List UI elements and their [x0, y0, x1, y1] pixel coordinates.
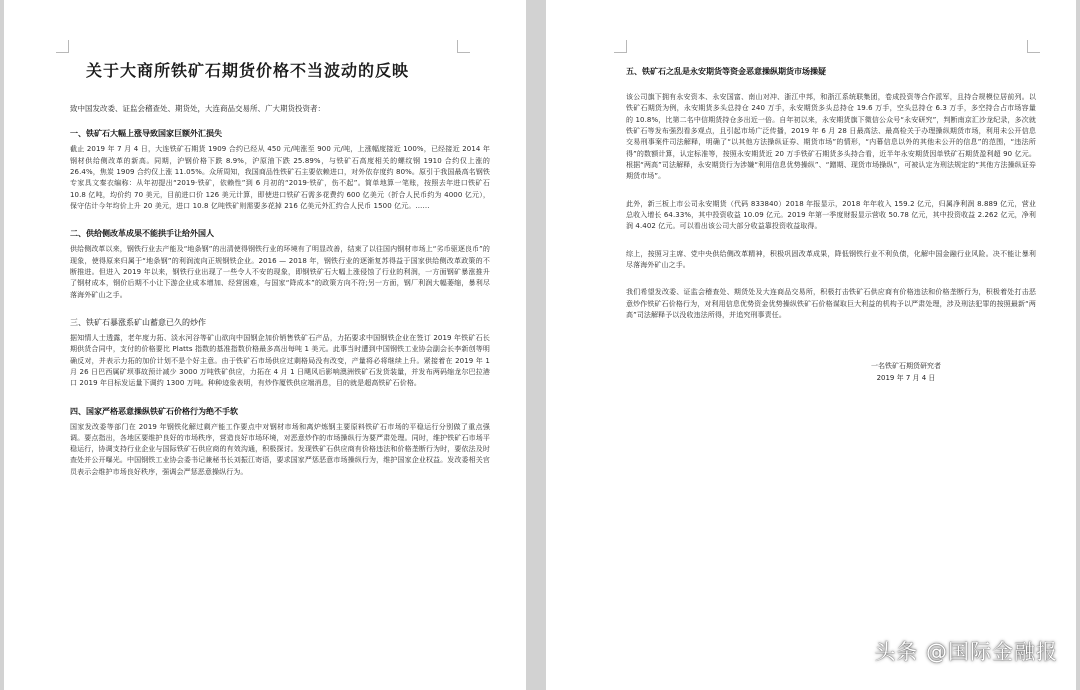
section-body-4: 国家发改委等部门在 2019 年钢铁化解过剩产能工作要点中对钢材市场和离炉炼钢主要原料铁矿石市场的平稳运行分别做了重点强调。要点指出，各地区要维护良好的市场秩序，营造良好市场环境，对恶意炒作的市场操纵行为要严肃处理。同时，维护铁矿石市场平稳运行，协调支持行业企业与国际铁矿石供应商的有效沟通，积极探讨。发现铁矿石供应商有价格违法和价格垄断行为时，要依法及时查处并公开曝光。中国钢铁工业协会委书记兼秘书长刘振江寄语，要求国家严惩恶意市场操纵行为，维护国家企业权益。发改委相关官员表示会维护市场良好秩序，强调会严惩恶意操纵行为。	[70, 422, 490, 476]
section-heading-3: 三、铁矿石暴涨系矿山蓄意已久的炒作	[70, 317, 206, 327]
paragraph-request: 我们希望发改委、证监会稽查处、期货处及大连商品交易所，积极打击铁矿石供应商有价格违法和价格垄断行为，积极着处打击恶意炒作铁矿石价格行为，对利用信息优势资金优势操纵铁矿石价格谋取巨大利益的机构予以严肃处理，涉及刑法犯罪的按照最新“两高”司法解释予以没收违法所得，并追究刑事责任。	[626, 288, 1036, 319]
watermark-text: 头条 @国际金融报	[874, 640, 1058, 664]
page-corner-mark	[56, 40, 69, 53]
salutation: 致中国发改委、证监会稽查处、期货处，大连商品交易所、广大期货投资者：	[70, 104, 325, 113]
section-heading-2: 二、供给侧改革成果不能拱手让给外国人	[70, 229, 214, 239]
section-body-3: 据知情人士透露，老年度力拓、淡水河谷等矿山欲向中国钢企加价销售铁矿石产品，力拓要求中国钢铁企业在签订 2019 年铁矿石长期供货合同中，支付的价格要比 Platts 指数的基准指数价格最多高出每吨 1 美元。此事当时遭到中国钢铁工业协会副会长李新创等明确反对，并表示力拓的加价计划不是个好主意。由于铁矿石市场供应过剩格局没有改变，产量将必将继续上升。紧接着在 2019 年 1 月 26 日巴西属矿坝事故预计减少 3000 万吨铁矿供应，力拓在 4 月 1 日飓风后影响澳洲铁矿石发货装量，并发布两码缩龙尔巴拉港口 2019 年目标发运量下调约 1300 万吨。种种迹象表明，有炒作厦铁供应端消息，目的就是超高铁矿石价格。	[70, 333, 490, 388]
page-corner-mark	[457, 40, 470, 53]
page-corner-mark	[1027, 40, 1040, 53]
paragraph-financials: 此外，新三板上市公司永安期货（代码 833840）2018 年报显示，2018 年年收入 159.2 亿元，归属净利润 8.889 亿元，营业总收入增长 64.33%，其中投资收益 10.09 亿元。2019 年第一季度财报显示营收 50.78 亿元，其中投资收益 2.262 亿元，净利润 4.402 亿元。可以看出该公司大部分收益靠投资收益取得。	[626, 199, 1036, 231]
signature-block	[776, 361, 1036, 385]
document-page-right	[546, 0, 1076, 690]
document-title: 关于大商所铁矿石期货价格不当波动的反映	[86, 61, 410, 80]
document-page-left	[4, 0, 526, 690]
section-body-5: 该公司旗下拥有永安资本、永安国富、南山对冲、浙江中邦，和浙江系统联集团，卷成投资等合作派军，且持合规模位居前列。以铁矿石期货为例，永安期货多头总持仓 240 万手，永安期货多头总持仓 19.6 万手，空头总持仓 6.3 万手，多空持合占市场容量的 10.8%，比第二名中信期货持仓多出近一倍。自年初以来，永安期货旗下微信公众号“永安研究”，判断南京汇沙龙纪录，多次就铁矿石等发布强烈看多观点，且引起市场广泛传播，2019 年 6 月 28 日最高法、最高检关于办理操纵期货市场，利用未公开信息交易刑事案件司法解释，明确了“以其他方法操纵证券、期货市场”的情形，“内幕信息以外的其他未公开的信息”的范围，“违法所得”的数额计算，认定标准等，按照永安期货近 20 万手铁矿石期货多头持合看，近半年永安期货因单铁矿石期货盈利超 90 亿元。根据“两高”司法解释，永安期货行为涉嫌“利用信息优势操纵”、“蹭期、现货市场操纵”，可被认定为刑法规定的“其他方法操纵证券期货市场”。	[626, 93, 1036, 181]
section-heading-4: 四、国家严格恶意操纵铁矿石价格行为绝不手软	[70, 406, 238, 416]
paragraph-summary: 综上，按照习主席、党中央供给侧改革精神，积极巩固改革成果，降低钢铁行业不利负债，化解中国金融行业风险。决不能让暴利尽落海外矿山之手。	[626, 249, 1036, 269]
section-body-2: 供给侧改革以来，钢铁行业去产能及“地条钢”的出清使得钢铁行业的环境有了明显改善，结束了以往国内钢材市场上“劣币驱逐良币”的现象，使得原来归属于“地条钢”的利润流向正规钢铁企业。2016 — 2018 年，钢铁行业的逐渐复苏得益于国家供给侧改革政策的不断推进。但进入 2019 年以来，钢铁行业出现了一些令人不安的现象，即钢铁矿石大幅上涨侵蚀了行业的利润，一方面钢矿暴涨推升了钢材成本，钢价后期不小让下游企业成本增加、经营困难，与国家“降成本”的政策方向不符;另一方面，钢厂利润大幅萎缩，暴利尽落海外矿山之手。	[70, 245, 490, 299]
section-body-1: 截止 2019 年 7 月 4 日，大连铁矿石期货 1909 合约已经从 450 元/吨涨至 900 元/吨，上涨幅度接近 100%，已经接近 2014 年钢材供给侧改革的新高。同期，沪钢价格下跌 8.9%，沪原油下跌 25.89%，与铁矿石高度相关的螺纹钢 1910 合约仅上涨的 26.4%，焦炭 1909 合约仅上涨 11.05%。众所周知，我国商品性铁矿石主要依赖进口，对外依存度约 80%。原引于我国最高名钢铁专家具文秦衣编称：从年初提出“2019·铁矿，依赖性”到 6 月初的“2019·铁矿，伤不起”。简单地算一笔账，按照去年进口铁矿石 10.8 亿吨，均价约 70 美元，目前进口价 126 美元计算，即使进口铁矿石需多花费约 600 亿美元（折合人民币约为 4000 亿元），保守估计今年均价上升 20 美元，进口 10.8 亿吨铁矿则需要多花掉 216 亿美元外汇约合人民币 1500 亿元。……	[70, 145, 490, 210]
section-heading-1: 一、铁矿石大幅上涨导致国家巨额外汇损失	[70, 129, 222, 139]
signature-date: 2019 年 7 月 4 日	[876, 374, 936, 383]
page-corner-mark	[614, 40, 627, 53]
signature: 一名铁矿石期货研究者	[871, 362, 941, 371]
section-heading-5: 五、铁矿石之乱是永安期货等资金恶意操纵期货市场操疑	[626, 67, 826, 76]
